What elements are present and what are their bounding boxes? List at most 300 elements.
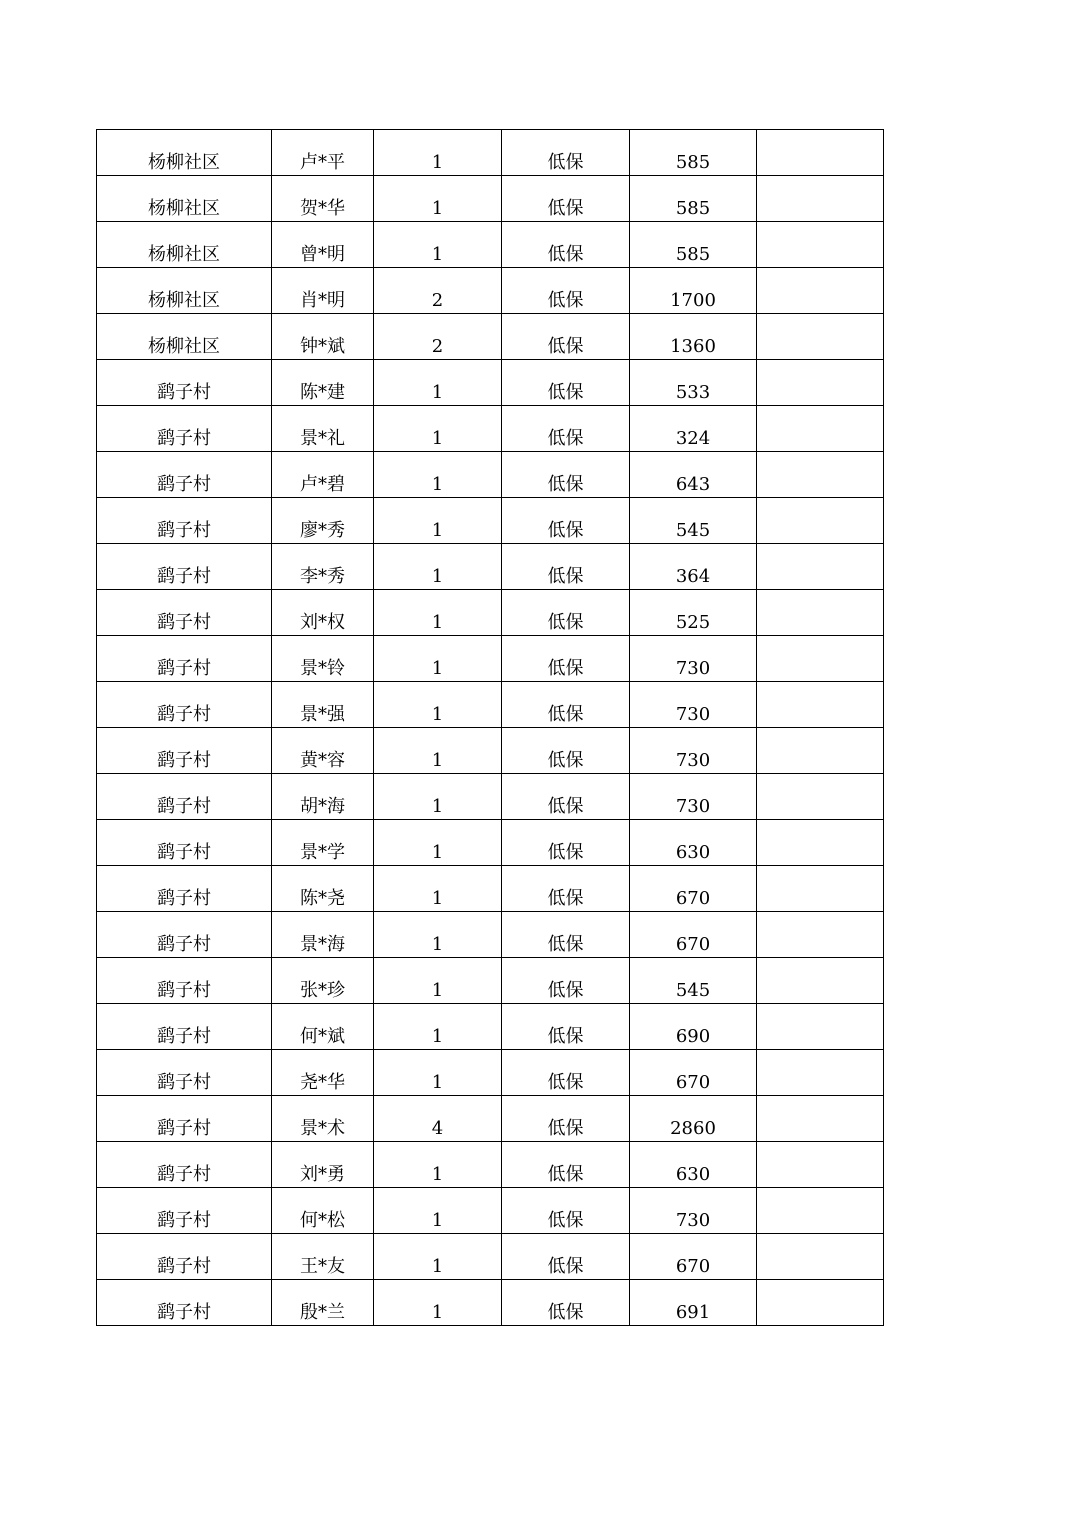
count-cell-text: 1 xyxy=(431,1256,444,1277)
table-row xyxy=(97,176,884,222)
table-row xyxy=(97,314,884,360)
type-cell-text: 低保 xyxy=(547,796,584,817)
community-cell xyxy=(97,1234,272,1280)
community-cell-text: 杨柳社区 xyxy=(148,152,220,173)
count-cell-text: 1 xyxy=(431,198,444,219)
amount-cell-text: 730 xyxy=(675,750,711,771)
community-cell xyxy=(97,958,272,1004)
name-cell xyxy=(272,222,374,268)
note-cell xyxy=(757,1280,884,1326)
table-row xyxy=(97,682,884,728)
community-cell xyxy=(97,636,272,682)
table-row xyxy=(97,130,884,176)
community-cell-text: 鹞子村 xyxy=(157,704,211,725)
type-cell xyxy=(502,176,630,222)
type-cell-text: 低保 xyxy=(547,980,584,1001)
name-cell xyxy=(272,176,374,222)
community-cell xyxy=(97,130,272,176)
type-cell xyxy=(502,820,630,866)
name-cell-text: 陈*建 xyxy=(300,382,345,403)
note-cell xyxy=(757,912,884,958)
community-cell-text: 杨柳社区 xyxy=(148,290,220,311)
name-cell-text: 景*礼 xyxy=(300,428,345,449)
type-cell xyxy=(502,1234,630,1280)
table-row xyxy=(97,958,884,1004)
community-cell-text: 鹞子村 xyxy=(157,980,211,1001)
table-row xyxy=(97,1050,884,1096)
type-cell-text: 低保 xyxy=(547,428,584,449)
count-cell-text: 1 xyxy=(431,612,444,633)
name-cell-text: 曾*明 xyxy=(300,244,345,265)
amount-cell xyxy=(630,1004,757,1050)
community-cell xyxy=(97,774,272,820)
count-cell-text: 1 xyxy=(431,934,444,955)
amount-cell-text: 1360 xyxy=(670,336,716,357)
amount-cell-text: 324 xyxy=(675,428,711,449)
name-cell-text: 刘*权 xyxy=(300,612,345,633)
count-cell-text: 2 xyxy=(431,290,444,311)
community-cell xyxy=(97,222,272,268)
amount-cell xyxy=(630,728,757,774)
type-cell xyxy=(502,130,630,176)
type-cell-text: 低保 xyxy=(547,1072,584,1093)
table-row xyxy=(97,728,884,774)
amount-cell xyxy=(630,820,757,866)
table-row xyxy=(97,498,884,544)
type-cell xyxy=(502,590,630,636)
amount-cell xyxy=(630,268,757,314)
name-cell-text: 王*友 xyxy=(300,1256,345,1277)
table-row xyxy=(97,1096,884,1142)
name-cell-text: 张*珍 xyxy=(300,980,345,1001)
community-cell-text: 鹞子村 xyxy=(157,1072,211,1093)
note-cell xyxy=(757,176,884,222)
count-cell-text: 1 xyxy=(431,980,444,1001)
community-cell xyxy=(97,452,272,498)
community-cell-text: 鹞子村 xyxy=(157,750,211,771)
type-cell xyxy=(502,728,630,774)
community-cell-text: 鹞子村 xyxy=(157,888,211,909)
name-cell xyxy=(272,544,374,590)
count-cell-text: 1 xyxy=(431,704,444,725)
count-cell-text: 1 xyxy=(431,244,444,265)
note-cell xyxy=(757,498,884,544)
name-cell xyxy=(272,866,374,912)
name-cell xyxy=(272,1234,374,1280)
type-cell xyxy=(502,866,630,912)
count-cell xyxy=(374,1004,502,1050)
note-cell xyxy=(757,866,884,912)
amount-cell xyxy=(630,222,757,268)
data-table xyxy=(96,129,884,1326)
name-cell xyxy=(272,1050,374,1096)
name-cell-text: 李*秀 xyxy=(300,566,345,587)
name-cell xyxy=(272,1280,374,1326)
amount-cell xyxy=(630,360,757,406)
type-cell-text: 低保 xyxy=(547,336,584,357)
count-cell xyxy=(374,958,502,1004)
community-cell-text: 杨柳社区 xyxy=(148,244,220,265)
count-cell xyxy=(374,1096,502,1142)
type-cell xyxy=(502,912,630,958)
name-cell-text: 肖*明 xyxy=(300,290,345,311)
count-cell xyxy=(374,1050,502,1096)
community-cell-text: 杨柳社区 xyxy=(148,198,220,219)
count-cell xyxy=(374,682,502,728)
name-cell-text: 景*术 xyxy=(300,1118,345,1139)
table-body xyxy=(97,130,884,1326)
community-cell xyxy=(97,728,272,774)
amount-cell-text: 630 xyxy=(675,1164,711,1185)
type-cell xyxy=(502,774,630,820)
amount-cell-text: 2860 xyxy=(670,1118,716,1139)
amount-cell-text: 670 xyxy=(675,1256,711,1277)
community-cell-text: 鹞子村 xyxy=(157,842,211,863)
community-cell xyxy=(97,1142,272,1188)
amount-cell xyxy=(630,1142,757,1188)
count-cell xyxy=(374,314,502,360)
amount-cell-text: 691 xyxy=(675,1302,711,1323)
note-cell xyxy=(757,268,884,314)
note-cell xyxy=(757,222,884,268)
amount-cell-text: 364 xyxy=(675,566,711,587)
type-cell xyxy=(502,314,630,360)
name-cell-text: 贺*华 xyxy=(300,198,345,219)
type-cell-text: 低保 xyxy=(547,934,584,955)
community-cell xyxy=(97,820,272,866)
count-cell xyxy=(374,1234,502,1280)
community-cell xyxy=(97,912,272,958)
note-cell xyxy=(757,360,884,406)
table-row xyxy=(97,452,884,498)
type-cell-text: 低保 xyxy=(547,1026,584,1047)
note-cell xyxy=(757,1004,884,1050)
note-cell xyxy=(757,406,884,452)
community-cell-text: 鹞子村 xyxy=(157,382,211,403)
name-cell xyxy=(272,406,374,452)
table-row xyxy=(97,544,884,590)
type-cell xyxy=(502,544,630,590)
amount-cell-text: 670 xyxy=(675,888,711,909)
type-cell-text: 低保 xyxy=(547,612,584,633)
count-cell xyxy=(374,1280,502,1326)
amount-cell-text: 1700 xyxy=(670,290,716,311)
name-cell xyxy=(272,590,374,636)
amount-cell xyxy=(630,682,757,728)
count-cell xyxy=(374,360,502,406)
amount-cell xyxy=(630,1188,757,1234)
name-cell xyxy=(272,682,374,728)
type-cell xyxy=(502,1096,630,1142)
note-cell xyxy=(757,1050,884,1096)
count-cell-text: 1 xyxy=(431,474,444,495)
note-cell xyxy=(757,590,884,636)
name-cell xyxy=(272,636,374,682)
type-cell xyxy=(502,222,630,268)
amount-cell-text: 525 xyxy=(675,612,711,633)
name-cell xyxy=(272,498,374,544)
type-cell-text: 低保 xyxy=(547,658,584,679)
community-cell-text: 鹞子村 xyxy=(157,1302,211,1323)
count-cell xyxy=(374,636,502,682)
table-row xyxy=(97,406,884,452)
type-cell xyxy=(502,406,630,452)
type-cell xyxy=(502,958,630,1004)
type-cell xyxy=(502,1280,630,1326)
amount-cell xyxy=(630,912,757,958)
count-cell xyxy=(374,176,502,222)
amount-cell xyxy=(630,958,757,1004)
count-cell-text: 1 xyxy=(431,796,444,817)
note-cell xyxy=(757,1142,884,1188)
table-row xyxy=(97,774,884,820)
type-cell-text: 低保 xyxy=(547,1164,584,1185)
amount-cell-text: 730 xyxy=(675,1210,711,1231)
amount-cell-text: 630 xyxy=(675,842,711,863)
community-cell-text: 鹞子村 xyxy=(157,474,211,495)
community-cell xyxy=(97,866,272,912)
type-cell-text: 低保 xyxy=(547,1256,584,1277)
count-cell xyxy=(374,130,502,176)
table-row xyxy=(97,1280,884,1326)
type-cell-text: 低保 xyxy=(547,382,584,403)
note-cell xyxy=(757,728,884,774)
name-cell xyxy=(272,1142,374,1188)
name-cell-text: 刘*勇 xyxy=(300,1164,345,1185)
count-cell xyxy=(374,590,502,636)
name-cell-text: 殷*兰 xyxy=(300,1302,345,1323)
count-cell xyxy=(374,222,502,268)
amount-cell xyxy=(630,590,757,636)
type-cell-text: 低保 xyxy=(547,750,584,771)
amount-cell-text: 545 xyxy=(675,980,711,1001)
community-cell-text: 鹞子村 xyxy=(157,612,211,633)
amount-cell-text: 730 xyxy=(675,796,711,817)
count-cell xyxy=(374,406,502,452)
community-cell xyxy=(97,682,272,728)
community-cell-text: 鹞子村 xyxy=(157,1118,211,1139)
amount-cell-text: 730 xyxy=(675,704,711,725)
type-cell xyxy=(502,268,630,314)
amount-cell-text: 533 xyxy=(675,382,711,403)
amount-cell-text: 670 xyxy=(675,1072,711,1093)
count-cell-text: 1 xyxy=(431,1164,444,1185)
community-cell-text: 鹞子村 xyxy=(157,566,211,587)
type-cell xyxy=(502,498,630,544)
table-row xyxy=(97,268,884,314)
name-cell xyxy=(272,130,374,176)
note-cell xyxy=(757,958,884,1004)
community-cell-text: 杨柳社区 xyxy=(148,336,220,357)
type-cell xyxy=(502,1142,630,1188)
table-row xyxy=(97,866,884,912)
type-cell-text: 低保 xyxy=(547,290,584,311)
note-cell xyxy=(757,314,884,360)
community-cell-text: 鹞子村 xyxy=(157,1210,211,1231)
amount-cell xyxy=(630,498,757,544)
amount-cell-text: 545 xyxy=(675,520,711,541)
amount-cell-text: 585 xyxy=(675,152,711,173)
name-cell-text: 陈*尧 xyxy=(300,888,345,909)
type-cell-text: 低保 xyxy=(547,1210,584,1231)
name-cell-text: 卢*平 xyxy=(300,152,345,173)
community-cell xyxy=(97,268,272,314)
community-cell-text: 鹞子村 xyxy=(157,796,211,817)
type-cell-text: 低保 xyxy=(547,520,584,541)
name-cell xyxy=(272,1096,374,1142)
table-row xyxy=(97,1188,884,1234)
count-cell xyxy=(374,728,502,774)
name-cell xyxy=(272,820,374,866)
table-row xyxy=(97,1142,884,1188)
table-row xyxy=(97,1004,884,1050)
type-cell-text: 低保 xyxy=(547,842,584,863)
name-cell-text: 景*学 xyxy=(300,842,345,863)
count-cell-text: 1 xyxy=(431,658,444,679)
type-cell-text: 低保 xyxy=(547,566,584,587)
amount-cell-text: 585 xyxy=(675,244,711,265)
name-cell xyxy=(272,958,374,1004)
name-cell-text: 何*斌 xyxy=(300,1026,345,1047)
count-cell xyxy=(374,774,502,820)
amount-cell-text: 585 xyxy=(675,198,711,219)
amount-cell xyxy=(630,176,757,222)
amount-cell xyxy=(630,130,757,176)
type-cell-text: 低保 xyxy=(547,1118,584,1139)
count-cell-text: 1 xyxy=(431,888,444,909)
amount-cell-text: 730 xyxy=(675,658,711,679)
type-cell xyxy=(502,1188,630,1234)
type-cell xyxy=(502,452,630,498)
note-cell xyxy=(757,774,884,820)
name-cell xyxy=(272,360,374,406)
name-cell xyxy=(272,314,374,360)
name-cell xyxy=(272,1188,374,1234)
amount-cell-text: 643 xyxy=(675,474,711,495)
type-cell-text: 低保 xyxy=(547,1302,584,1323)
count-cell-text: 2 xyxy=(431,336,444,357)
amount-cell xyxy=(630,636,757,682)
count-cell xyxy=(374,820,502,866)
amount-cell xyxy=(630,1096,757,1142)
amount-cell xyxy=(630,1280,757,1326)
count-cell-text: 1 xyxy=(431,382,444,403)
count-cell xyxy=(374,912,502,958)
count-cell xyxy=(374,268,502,314)
count-cell-text: 1 xyxy=(431,566,444,587)
count-cell xyxy=(374,866,502,912)
type-cell-text: 低保 xyxy=(547,198,584,219)
community-cell-text: 鹞子村 xyxy=(157,428,211,449)
count-cell xyxy=(374,498,502,544)
count-cell-text: 1 xyxy=(431,152,444,173)
community-cell xyxy=(97,1188,272,1234)
name-cell-text: 廖*秀 xyxy=(300,520,345,541)
name-cell xyxy=(272,268,374,314)
note-cell xyxy=(757,452,884,498)
type-cell-text: 低保 xyxy=(547,888,584,909)
name-cell xyxy=(272,728,374,774)
count-cell-text: 1 xyxy=(431,520,444,541)
community-cell xyxy=(97,498,272,544)
table-row xyxy=(97,360,884,406)
count-cell xyxy=(374,1188,502,1234)
amount-cell xyxy=(630,544,757,590)
count-cell-text: 1 xyxy=(431,428,444,449)
type-cell-text: 低保 xyxy=(547,152,584,173)
amount-cell xyxy=(630,774,757,820)
community-cell-text: 鹞子村 xyxy=(157,1026,211,1047)
community-cell xyxy=(97,590,272,636)
name-cell-text: 钟*斌 xyxy=(300,336,345,357)
community-cell xyxy=(97,544,272,590)
community-cell xyxy=(97,1280,272,1326)
note-cell xyxy=(757,682,884,728)
community-cell xyxy=(97,314,272,360)
name-cell-text: 景*强 xyxy=(300,704,345,725)
community-cell xyxy=(97,360,272,406)
note-cell xyxy=(757,636,884,682)
name-cell-text: 何*松 xyxy=(300,1210,345,1231)
count-cell xyxy=(374,452,502,498)
amount-cell xyxy=(630,866,757,912)
count-cell-text: 1 xyxy=(431,842,444,863)
community-cell xyxy=(97,1050,272,1096)
name-cell-text: 景*铃 xyxy=(300,658,345,679)
count-cell xyxy=(374,1142,502,1188)
community-cell xyxy=(97,1096,272,1142)
community-cell xyxy=(97,1004,272,1050)
name-cell xyxy=(272,774,374,820)
type-cell xyxy=(502,636,630,682)
count-cell-text: 1 xyxy=(431,1026,444,1047)
amount-cell-text: 690 xyxy=(675,1026,711,1047)
note-cell xyxy=(757,1188,884,1234)
table-row xyxy=(97,222,884,268)
name-cell xyxy=(272,912,374,958)
type-cell xyxy=(502,360,630,406)
name-cell-text: 景*海 xyxy=(300,934,345,955)
note-cell xyxy=(757,130,884,176)
community-cell-text: 鹞子村 xyxy=(157,658,211,679)
type-cell-text: 低保 xyxy=(547,704,584,725)
count-cell-text: 1 xyxy=(431,1072,444,1093)
community-cell xyxy=(97,176,272,222)
amount-cell xyxy=(630,406,757,452)
community-cell-text: 鹞子村 xyxy=(157,1164,211,1185)
type-cell-text: 低保 xyxy=(547,244,584,265)
table-row xyxy=(97,590,884,636)
count-cell-text: 1 xyxy=(431,1302,444,1323)
amount-cell xyxy=(630,1234,757,1280)
amount-cell-text: 670 xyxy=(675,934,711,955)
table-row xyxy=(97,1234,884,1280)
type-cell xyxy=(502,682,630,728)
type-cell xyxy=(502,1004,630,1050)
community-cell-text: 鹞子村 xyxy=(157,520,211,541)
type-cell-text: 低保 xyxy=(547,474,584,495)
type-cell xyxy=(502,1050,630,1096)
name-cell-text: 胡*海 xyxy=(300,796,345,817)
amount-cell xyxy=(630,452,757,498)
name-cell xyxy=(272,1004,374,1050)
amount-cell xyxy=(630,314,757,360)
note-cell xyxy=(757,1234,884,1280)
community-cell-text: 鹞子村 xyxy=(157,1256,211,1277)
community-cell xyxy=(97,406,272,452)
count-cell xyxy=(374,544,502,590)
note-cell xyxy=(757,1096,884,1142)
